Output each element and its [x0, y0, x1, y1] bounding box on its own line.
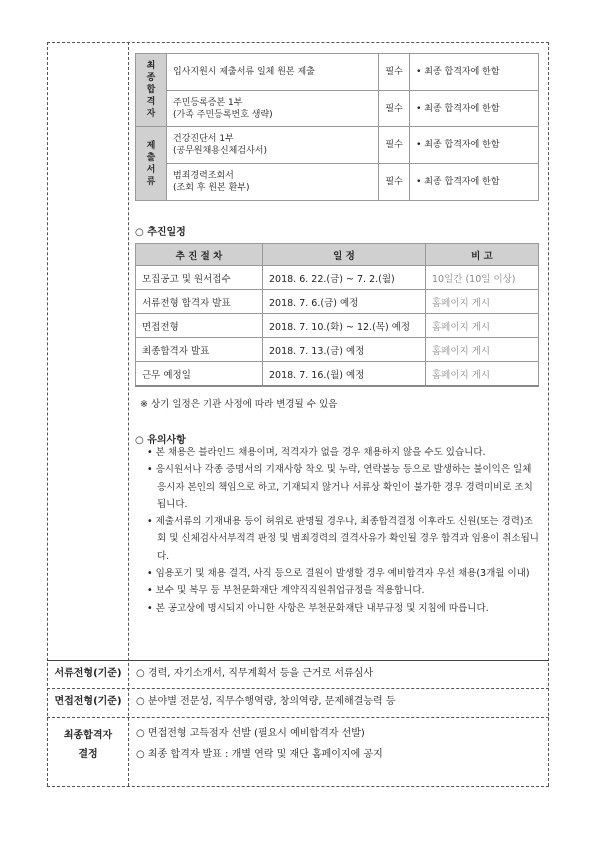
document-required: 필수	[379, 91, 410, 127]
table-row	[136, 290, 539, 314]
column-header: 추 진 절 차	[136, 244, 263, 266]
document-name: 건강진단서 1부 (공무원채용신체검사서)	[167, 127, 379, 164]
column-header: 비 고	[426, 244, 539, 266]
frame-right-border	[548, 42, 549, 786]
document-required: 필수	[379, 127, 410, 164]
interview-screening-content: ○ 분야별 전문성, 직무수행역량, 창의역량, 문제해결능력 등	[136, 696, 396, 707]
document-note: • 최종 합격자에 한함	[410, 54, 539, 91]
table-row	[136, 314, 539, 338]
table-row	[136, 362, 539, 387]
table-row	[136, 338, 539, 362]
column-header: 일 정	[263, 244, 426, 266]
document-note: • 최종 합격자에 한함	[410, 127, 539, 164]
schedule-date: 2018. 7. 6.(금) 예정	[263, 290, 426, 314]
table-row	[136, 127, 539, 164]
frame-bottom-border	[47, 786, 549, 787]
notices-title: ○ 유의사항	[135, 435, 186, 446]
schedule-step: 근무 예정일	[136, 362, 263, 387]
frame-top-border	[47, 42, 549, 43]
table-row	[136, 164, 539, 201]
schedule-step: 면접전형	[136, 314, 263, 338]
schedule-remark: 홈페이지 게시	[426, 338, 539, 362]
schedule-note: ※ 상기 일정은 기관 사정에 따라 변경될 수 있음	[140, 399, 338, 410]
schedule-step: 서류전형 합격자 발표	[136, 290, 263, 314]
schedule-date: 2018. 7. 10.(화) ~ 12.(목) 예정	[263, 314, 426, 338]
schedule-remark: 홈페이지 게시	[426, 362, 539, 387]
schedule-date: 2018. 7. 16.(월) 예정	[263, 362, 426, 387]
document-screening-content: ○ 경력, 자기소개서, 직무계획서 등을 근거로 서류심사	[136, 668, 374, 679]
documents-category-top: 최 종 합 격 자	[136, 54, 167, 127]
final-decision-line: ○ 면접전형 고득점자 선발 (필요시 예비합격자 선발)	[136, 728, 365, 739]
table-row	[136, 91, 539, 127]
document-required: 필수	[379, 164, 410, 201]
list-item: • 보수 및 복무 등 부천문화재단 계약직직원취업규정을 적용합니다.	[147, 585, 425, 597]
table-row	[136, 54, 539, 91]
document-screening-label: 서류전형(기준)	[54, 668, 122, 679]
required-documents-table	[135, 53, 539, 201]
schedule-date: 2018. 7. 13.(금) 예정	[263, 338, 426, 362]
row-divider	[47, 660, 549, 661]
schedule-remark: 10일간 (10일 이상)	[426, 266, 539, 290]
list-item: • 임용포기 및 채용 결격, 사직 등으로 결원이 발생할 경우 예비합격자 우선 채용(3개월 이내)	[147, 568, 530, 580]
schedule-table	[135, 243, 539, 387]
frame-label-divider	[128, 42, 129, 786]
schedule-remark: 홈페이지 게시	[426, 314, 539, 338]
final-decision-line: ○ 최종 합격자 발표 : 개별 연락 및 재단 홈페이지에 공지	[136, 749, 383, 760]
document-note: • 최종 합격자에 한함	[410, 91, 539, 127]
schedule-remark: 홈페이지 게시	[426, 290, 539, 314]
schedule-step: 최종합격자 발표	[136, 338, 263, 362]
document-name: 입사지원시 제출서류 일체 원본 제출	[167, 54, 379, 91]
table-header-row	[136, 244, 539, 266]
document-note: • 최종 합격자에 한함	[410, 164, 539, 201]
document-name: 주민등록증본 1부 (가족 주민등록번호 생략)	[167, 91, 379, 127]
documents-category-bottom: 제 출 서 류	[136, 127, 167, 201]
row-divider	[47, 717, 549, 718]
row-divider	[47, 688, 549, 689]
list-item: • 본 공고상에 명시되지 아니한 사항은 부천문화재단 내부규정 및 지침에 따릅니다.	[147, 602, 489, 614]
table-row	[136, 266, 539, 290]
schedule-title: ○ 추진일정	[135, 227, 186, 238]
final-decision-content	[136, 723, 383, 765]
notices-list	[145, 444, 540, 617]
list-item: • 제출서류의 기재내용 등이 허위로 판명될 경우나, 최종합격결정 이후라도 신원(또는 경력)조회 및 신체검사서부적격 판정 및 범죄경력의 결격사유가 확인될 경우 합격과 임용이 취소됩니다.	[147, 516, 539, 562]
schedule-date: 2018. 6. 22.(금) ~ 7. 2.(월)	[263, 266, 426, 290]
list-item: • 본 채용은 블라인드 채용이며, 적격자가 없을 경우 채용하지 않을 수도 있습니다.	[147, 447, 486, 458]
document-required: 필수	[379, 54, 410, 91]
final-decision-label: 최종합격자 결정	[63, 730, 113, 760]
document-name: 범죄경력조회서 (조회 후 원본 환부)	[167, 164, 379, 201]
schedule-step: 모집공고 및 원서접수	[136, 266, 263, 290]
list-item: • 응시원서나 각종 증명서의 기재사항 착오 및 누락, 연락불능 등으로 발생하는 불이익은 일체 응시자 본인의 책임으로 하고, 기재되지 않거나 서류상 확인이 불가한 경우 경력미비로 조치됩니다.	[147, 464, 533, 510]
interview-screening-label: 면접전형(기준)	[54, 696, 122, 707]
